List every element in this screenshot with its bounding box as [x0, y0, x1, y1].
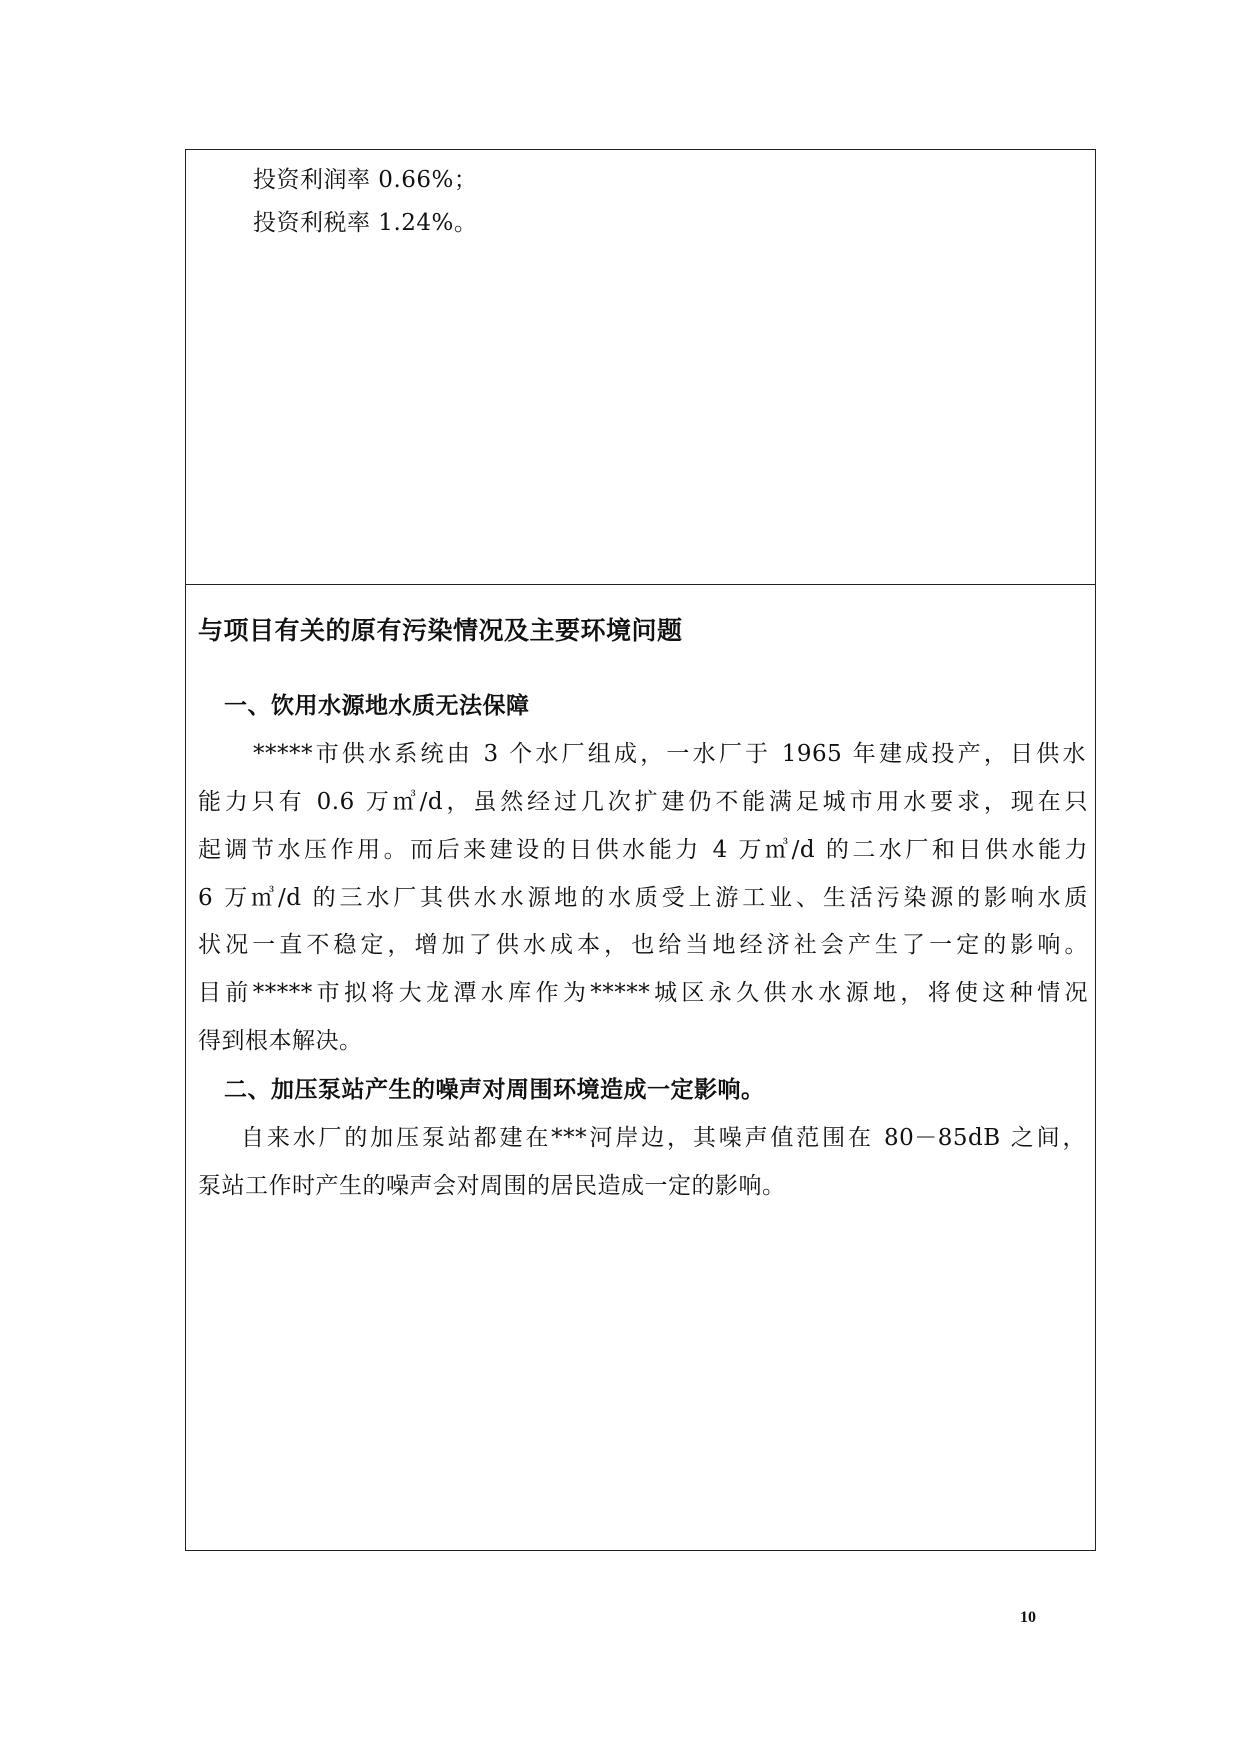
subsection-heading-1: 一、饮用水源地水质无法保障 — [224, 693, 530, 719]
paragraph-line: 泵站工作时产生的噪声会对周围的居民造成一定的影响。 — [198, 1173, 786, 1199]
cell-divider — [186, 584, 1095, 585]
paragraph-line: 自来水厂的加压泵站都建在***河岸边，其噪声值范围在 80－85dB 之间， — [241, 1125, 1086, 1151]
financial-indicators-cell — [186, 150, 1095, 584]
subsection-heading-2: 二、加压泵站产生的噪声对周围环境造成一定影响。 — [224, 1077, 765, 1103]
page-number: 10 — [1020, 1609, 1036, 1626]
profit-rate-line: 投资利润率 0.66%； — [253, 167, 478, 193]
paragraph-line: 得到根本解决。 — [198, 1028, 363, 1054]
section-title: 与项目有关的原有污染情况及主要环境问题 — [198, 616, 683, 645]
tax-rate-line: 投资利税率 1.24%。 — [253, 210, 478, 236]
paragraph-line: 能力只有 0.6 万㎥/d，虽然经过几次扩建仍不能满足城市用水要求，现在只 — [198, 789, 1088, 815]
paragraph-line: 起调节水压作用。而后来建设的日供水能力 4 万㎥/d 的二水厂和日供水能力 — [198, 837, 1088, 863]
paragraph-line: 6 万㎥/d 的三水厂其供水水源地的水质受上游工业、生活污染源的影响水质 — [198, 885, 1088, 911]
paragraph-line: 状况一直不稳定，增加了供水成本，也给当地经济社会产生了一定的影响。 — [198, 932, 1088, 958]
pollution-issues-cell — [186, 586, 1095, 1550]
table-frame — [185, 149, 1096, 1551]
paragraph-line: 目前*****市拟将大龙潭水库作为*****城区永久供水水源地，将使这种情况 — [198, 980, 1088, 1006]
paragraph-line: *****市供水系统由 3 个水厂组成，一水厂于 1965 年建成投产，日供水 — [253, 741, 1086, 767]
